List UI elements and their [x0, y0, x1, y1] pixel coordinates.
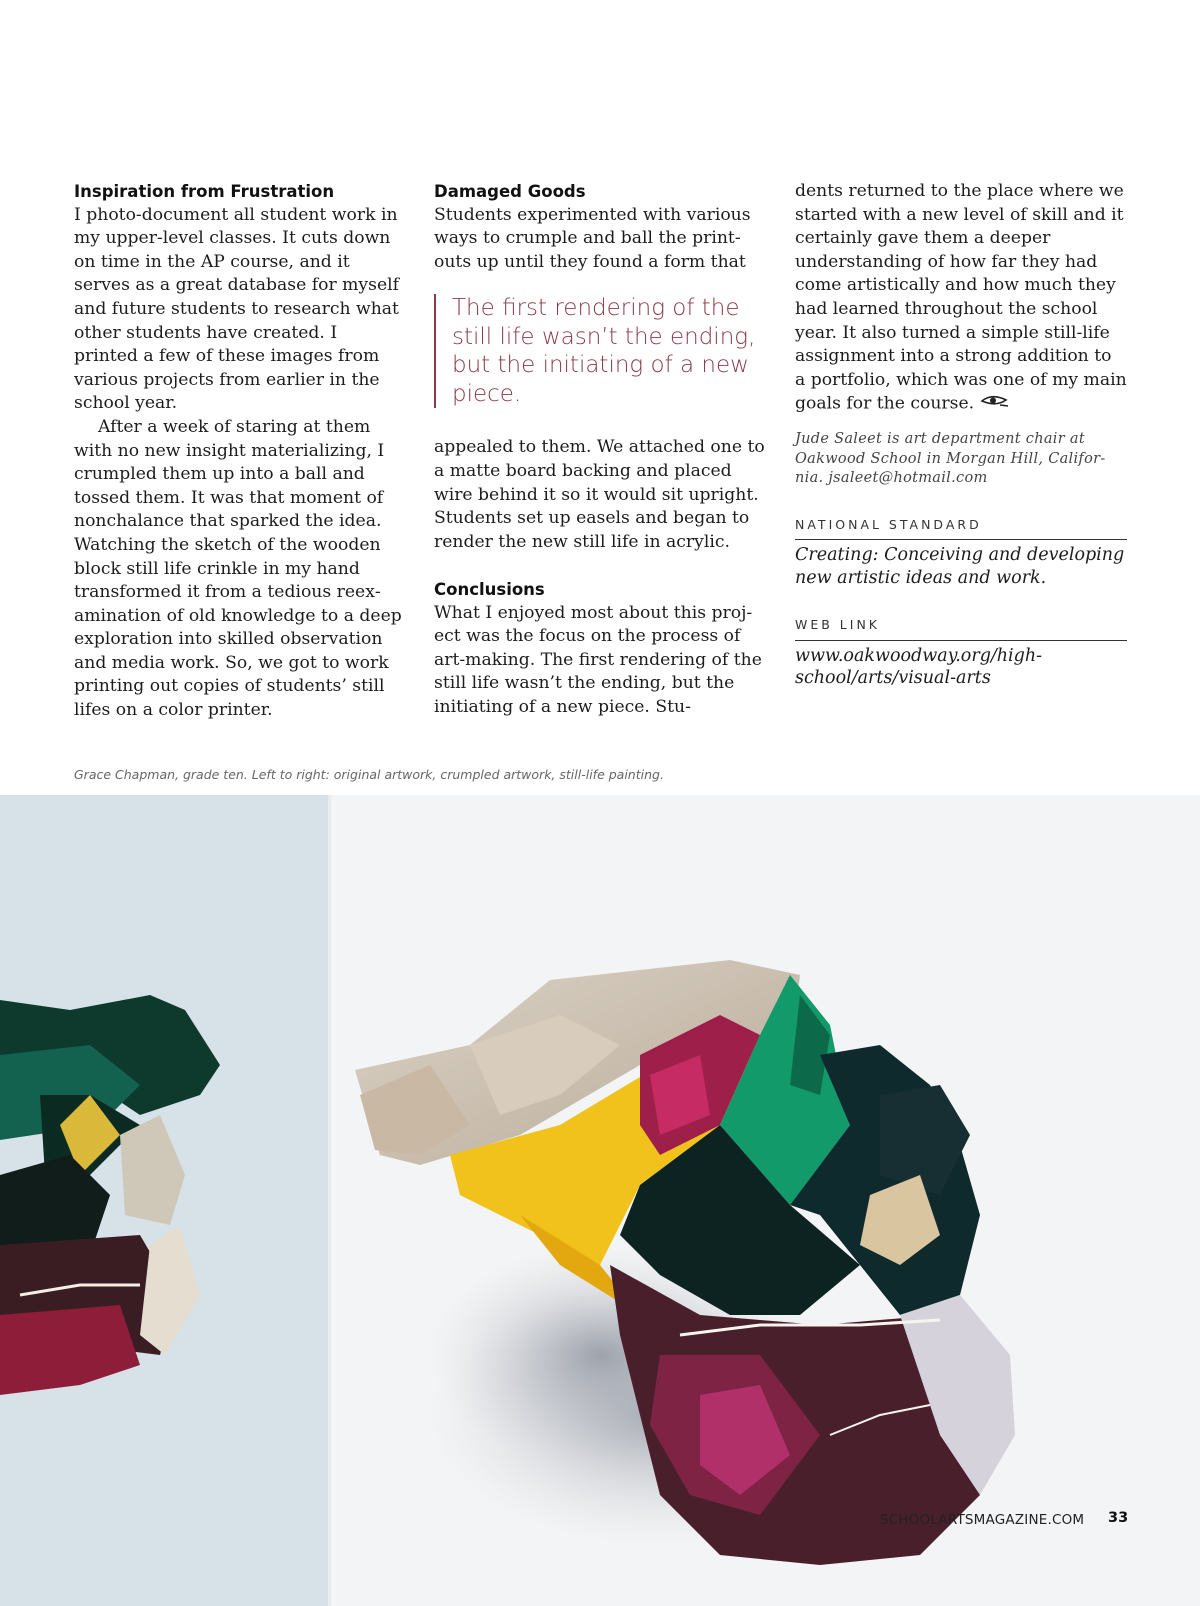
body-paragraph: I photo-document all student work in my upper-level classes. It cuts down on time in the AP course, and it serves as a great database for myself and future students to research what other students have created. I printed a few of these images from various projects from earlier in the school year. — [74, 204, 399, 414]
paragraph-gap — [434, 554, 770, 578]
eye-icon — [980, 392, 1010, 416]
column-2 — [434, 180, 770, 720]
national-standard-label: NATIONAL STANDARD — [795, 513, 1127, 541]
column-1 — [74, 180, 402, 723]
column-3 — [795, 180, 1127, 690]
section-heading-inspiration: Inspiration from Frustration — [74, 182, 335, 201]
body-paragraph: dents returned to the place where we started with a new level of skill and it certainly gave them a deeper understanding of how far they had come artistically and how much they had learned throughout the school year. It also turned a simple still-life assignment into a strong addition to a portfolio, which was one of my main goals for the course. — [795, 181, 1127, 414]
body-paragraph: After a week of staring at them with no new insight materializing, I crumpled them up into a ball and tossed them. It was that moment of nonchalance that sparked the idea. Watching the sketch of the wooden block still life crinkle in my hand transformed it from a tedious reexamination of old knowledge to a deep exploration into skilled observation and media work. So, we got to work printing out copies of students’ still lifes on a color printer. — [74, 416, 402, 721]
photo-caption: Grace Chapman, grade ten. Left to right: original artwork, crumpled artwork, still-life painting. — [74, 767, 664, 782]
page-number: 33 — [1108, 1510, 1129, 1526]
web-link-label: WEB LINK — [795, 613, 1127, 641]
section-heading-damaged-goods: Damaged Goods — [434, 182, 586, 201]
national-standard-text: Creating: Conceiving and developing new artistic ideas and work. — [795, 545, 1125, 588]
body-paragraph: What I enjoyed most about this project was the focus on the process of art-making. The first rendering of the still life wasn’t the ending, but the initiating of a new piece. Stu- — [434, 602, 762, 717]
artwork-photo — [0, 795, 1200, 1606]
pull-quote: The first rendering of the still life wasn’t the ending, but the initiating of a new piece. — [434, 294, 770, 408]
body-paragraph: Students experimented with various ways to crumple and ball the printouts up until they found a form that — [434, 204, 751, 272]
body-paragraph-wrap — [795, 180, 1127, 416]
body-paragraph: appealed to them. We attached one to a matte board backing and placed wire behind it so it would sit upright. Students set up easels and began to render the new still life in acrylic. — [434, 437, 765, 552]
author-bio: Jude Saleet is art department chair at Oakwood School in Morgan Hill, California. jsaleet@hotmail.com — [795, 431, 1106, 487]
web-link[interactable]: www.oakwoodway.org/high-school/arts/visual-arts — [795, 645, 1043, 689]
section-heading-conclusions: Conclusions — [434, 579, 545, 599]
footer-site[interactable]: SCHOOLARTSMAGAZINE.COM — [880, 1512, 1085, 1528]
